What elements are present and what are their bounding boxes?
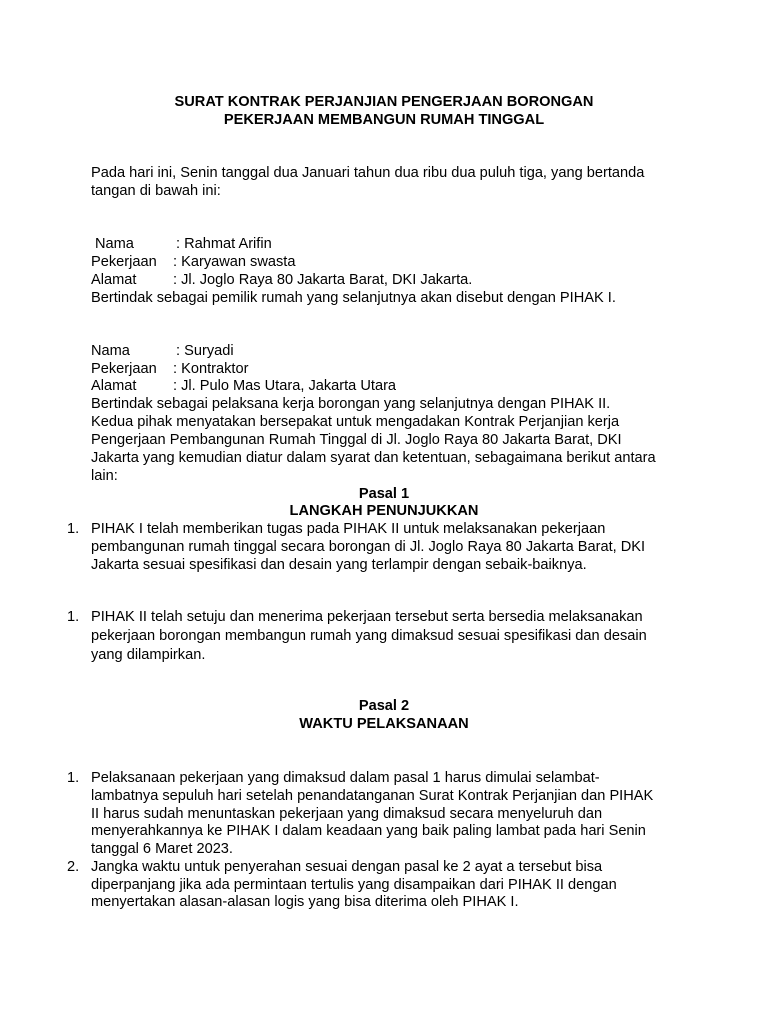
pasal1-subheading: LANGKAH PENUNJUKKAN bbox=[289, 503, 479, 519]
party2-nama-value: : Suryadi bbox=[176, 343, 234, 359]
list-item-number: 1. bbox=[67, 770, 80, 786]
list-item-line: PIHAK I telah memberikan tugas pada PIHAK II untuk melaksanakan pekerjaan bbox=[91, 521, 606, 537]
agreement-line: lain: bbox=[91, 468, 118, 484]
list-item-line: pembangunan rumah tinggal secara borongan di Jl. Joglo Raya 80 Jakarta Barat, DKI bbox=[91, 539, 646, 555]
pasal1-heading: Pasal 1 bbox=[358, 486, 410, 502]
party1-nama-label: Nama bbox=[95, 236, 134, 252]
list-item-line: pekerjaan borongan membangun rumah yang dimaksud sesuai spesifikasi dan desain bbox=[91, 628, 647, 644]
pasal2-heading: Pasal 2 bbox=[358, 698, 410, 714]
list-item-number: 1. bbox=[67, 609, 80, 625]
list-item-line: Pelaksanaan pekerjaan yang dimaksud dalam pasal 1 harus dimulai selambat- bbox=[91, 770, 600, 786]
party2-pekerjaan-value: : Kontraktor bbox=[173, 361, 249, 377]
list-item-line: menyerahkannya ke PIHAK I dalam keadaan yang baik paling lambat pada hari Senin bbox=[91, 823, 646, 839]
party1-role: Bertindak sebagai pemilik rumah yang selanjutnya akan disebut dengan PIHAK I. bbox=[91, 290, 616, 306]
list-item-line: II harus sudah menuntaskan pekerjaan yang dimaksud secara menyeluruh dan bbox=[91, 806, 603, 822]
party2-pekerjaan-label: Pekerjaan bbox=[91, 361, 157, 377]
agreement-line: Jakarta yang kemudian diatur dalam syarat dan ketentuan, sebagaimana berikut antara bbox=[91, 450, 656, 466]
party1-alamat-label: Alamat bbox=[91, 272, 137, 288]
list-item-line: PIHAK II telah setuju dan menerima pekerjaan tersebut serta bersedia melaksanakan bbox=[91, 609, 643, 625]
list-item-line: Jangka waktu untuk penyerahan sesuai dengan pasal ke 2 ayat a tersebut bisa bbox=[91, 859, 603, 875]
list-item-line: lambatnya sepuluh hari setelah penandatanganan Surat Kontrak Perjanjian dan PIHAK bbox=[91, 788, 654, 804]
list-item-line: menyertakan alasan-alasan logis yang bisa diterima oleh PIHAK I. bbox=[91, 894, 519, 910]
party1-pekerjaan-value: : Karyawan swasta bbox=[173, 254, 296, 270]
agreement-line: Kedua pihak menyatakan bersepakat untuk mengadakan Kontrak Perjanjian kerja bbox=[91, 414, 620, 430]
list-item-line: diperpanjang jika ada permintaan tertulis yang disampaikan dari PIHAK II dengan bbox=[91, 877, 617, 893]
party1-nama-value: : Rahmat Arifin bbox=[176, 236, 272, 252]
agreement-line: Pengerjaan Pembangunan Rumah Tinggal di Jl. Joglo Raya 80 Jakarta Barat, DKI bbox=[91, 432, 622, 448]
document-title-line-1: SURAT KONTRAK PERJANJIAN PENGERJAAN BORONGAN bbox=[174, 94, 594, 110]
party2-alamat-value: : Jl. Pulo Mas Utara, Jakarta Utara bbox=[173, 378, 397, 394]
party2-role: Bertindak sebagai pelaksana kerja borongan yang selanjutnya dengan PIHAK II. bbox=[91, 396, 611, 412]
document-title-line-2: PEKERJAAN MEMBANGUN RUMAH TINGGAL bbox=[223, 112, 545, 128]
party2-alamat-label: Alamat bbox=[91, 378, 137, 394]
list-item-number: 2. bbox=[67, 859, 80, 875]
list-item-line: Jakarta sesuai spesifikasi dan desain yang terlampir dengan sebaik-baiknya. bbox=[91, 557, 587, 573]
list-item-line: yang dilampirkan. bbox=[91, 647, 206, 663]
party1-alamat-value: : Jl. Joglo Raya 80 Jakarta Barat, DKI Jakarta. bbox=[173, 272, 473, 288]
list-item-number: 1. bbox=[67, 521, 80, 537]
pasal2-subheading: WAKTU PELAKSANAAN bbox=[299, 716, 469, 732]
intro-line-1: Pada hari ini, Senin tanggal dua Januari tahun dua ribu dua puluh tiga, yang bertanda bbox=[91, 165, 645, 181]
list-item-line: tanggal 6 Maret 2023. bbox=[91, 841, 233, 857]
party1-pekerjaan-label: Pekerjaan bbox=[91, 254, 157, 270]
intro-line-2: tangan di bawah ini: bbox=[91, 183, 221, 199]
party2-nama-label: Nama bbox=[91, 343, 130, 359]
